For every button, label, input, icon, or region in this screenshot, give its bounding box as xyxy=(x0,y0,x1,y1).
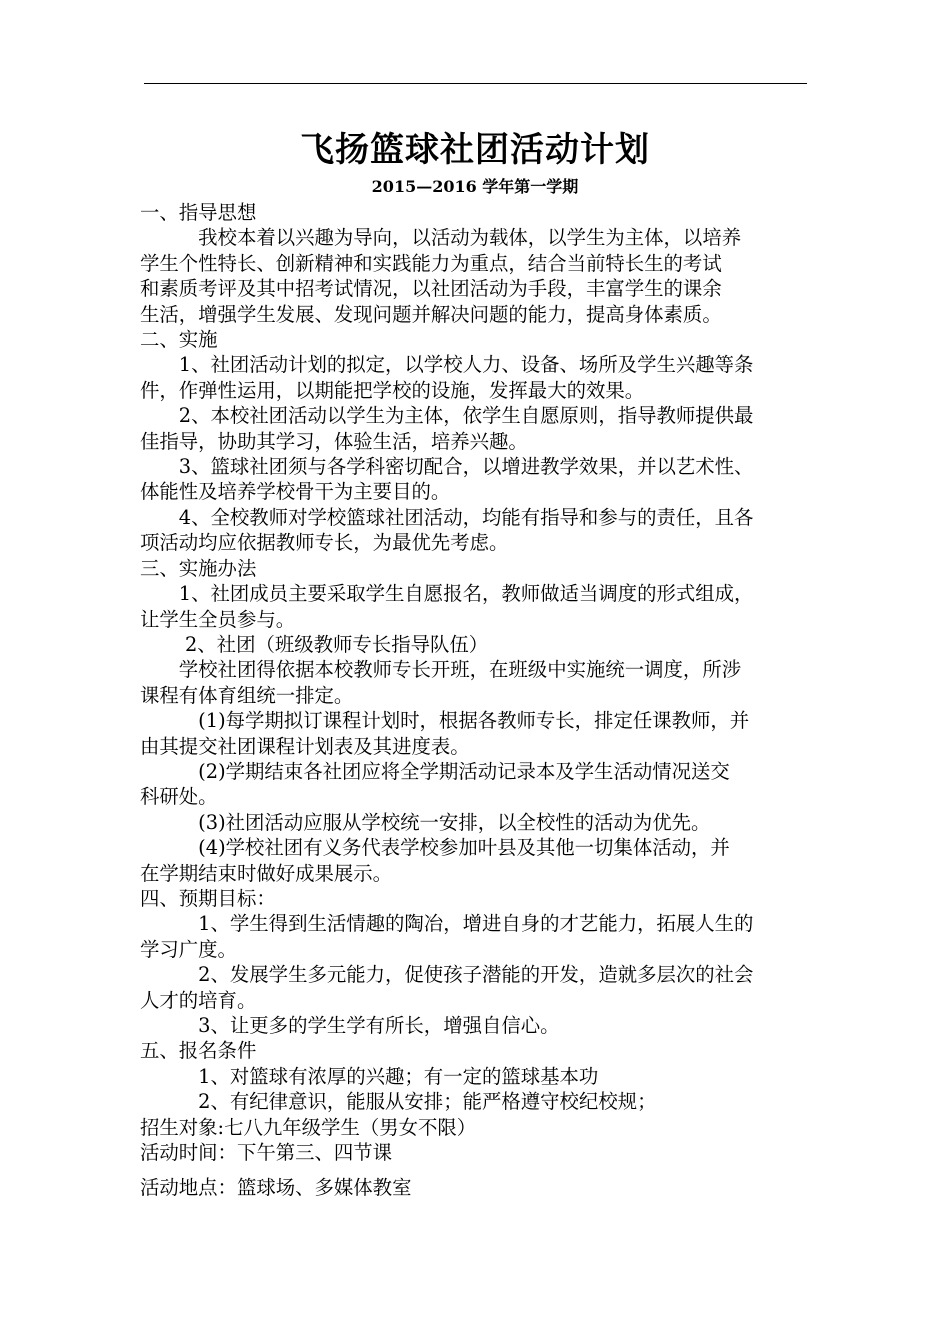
header-rule xyxy=(144,83,807,84)
paragraph-line: 我校本着以兴趣为导向，以活动为载体，以学生为主体，以培养 xyxy=(140,226,742,250)
paragraph-line: 件，作弹性运用，以期能把学校的设施，发挥最大的效果。 xyxy=(140,378,645,402)
paragraph-line: 在学期结束时做好成果展示。 xyxy=(140,861,393,885)
paragraph-line: 学校社团得依据本校教师专长开班，在班级中实施统一调度，所涉 xyxy=(140,658,742,682)
section-heading-4: 四、预期目标： xyxy=(140,886,276,910)
spacer xyxy=(140,1165,812,1175)
enrollment-target: 招生对象:七八九年级学生（男女不限） xyxy=(140,1115,477,1139)
section-heading-5: 五、报名条件 xyxy=(140,1039,257,1063)
paragraph-line: 让学生全员参与。 xyxy=(140,607,296,631)
paragraph-line: 3、篮球社团须与各学科密切配合，以增进教学效果，并以艺术性、 xyxy=(140,455,754,479)
paragraph-line: 1、对篮球有浓厚的兴趣；有一定的篮球基本功 xyxy=(140,1064,599,1088)
paragraph-line: 和素质考评及其中招考试情况，以社团活动为手段，丰富学生的课余 xyxy=(140,277,722,301)
paragraph-line: 由其提交社团课程计划表及其进度表。 xyxy=(140,734,470,758)
paragraph-line: 2、本校社团活动以学生为主体，依学生自愿原则，指导教师提供最 xyxy=(140,404,754,428)
paragraph-line: (1)每学期拟订课程计划时，根据各教师专长，排定任课教师，并 xyxy=(140,709,750,733)
paragraph-line: (4)学校社团有义务代表学校参加叶县及其他一切集体活动，并 xyxy=(140,836,730,860)
section-heading-1: 一、指导思想 xyxy=(140,201,257,224)
section-heading-3: 三、实施办法 xyxy=(140,556,257,580)
paragraph-line: 2、发展学生多元能力，促使孩子潜能的开发，造就多层次的社会 xyxy=(140,963,754,987)
document-title: 飞扬篮球社团活动计划 xyxy=(300,130,650,170)
paragraph-line: 人才的培育。 xyxy=(140,988,257,1012)
paragraph-line: 4、全校教师对学校篮球社团活动，均能有指导和参与的责任，且各 xyxy=(140,505,754,529)
paragraph-line: 1、社团成员主要采取学生自愿报名，教师做适当调度的形式组成， xyxy=(140,582,754,606)
paragraph-line: 项活动均应依据教师专长，为最优先考虑。 xyxy=(140,531,509,555)
paragraph-line: 1、社团活动计划的拟定，以学校人力、设备、场所及学生兴趣等条 xyxy=(140,353,754,377)
paragraph-line: 科研处。 xyxy=(140,785,218,809)
paragraph-line: 学生个性特长、创新精神和实践能力为重点，结合当前特长生的考试 xyxy=(140,251,722,275)
paragraph-line: 生活，增强学生发展、发现问题并解决问题的能力，提高身体素质。 xyxy=(140,302,722,326)
paragraph-line: 课程有体育组统一排定。 xyxy=(140,683,354,707)
paragraph-line: 1、学生得到生活情趣的陶冶，增进自身的才艺能力，拓展人生的 xyxy=(140,912,754,936)
document-body xyxy=(140,200,812,1201)
paragraph-line: (3)社团活动应服从学校统一安排，以全校性的活动为优先。 xyxy=(140,810,711,834)
section-heading-2: 二、实施 xyxy=(140,328,218,352)
activity-time: 活动时间：下午第三、四节课 xyxy=(140,1141,393,1165)
paragraph-line: 佳指导，协助其学习，体验生活，培养兴趣。 xyxy=(140,429,528,453)
document-subtitle: 2015—2016 学年第一学期 xyxy=(371,177,579,196)
paragraph-line: (2)学期结束各社团应将全学期活动记录本及学生活动情况送交 xyxy=(140,759,730,783)
paragraph-line: 2、社团（班级教师专长指导队伍） xyxy=(140,632,489,656)
paragraph-line: 体能性及培养学校骨干为主要目的。 xyxy=(140,480,451,504)
paragraph-line: 学习广度。 xyxy=(140,937,237,961)
paragraph-line: 3、让更多的学生学有所长，增强自信心。 xyxy=(140,1014,560,1037)
activity-location: 活动地点：篮球场、多媒体教室 xyxy=(140,1176,412,1200)
paragraph-line: 2、有纪律意识，能服从安排；能严格遵守校纪校规； xyxy=(140,1090,657,1114)
